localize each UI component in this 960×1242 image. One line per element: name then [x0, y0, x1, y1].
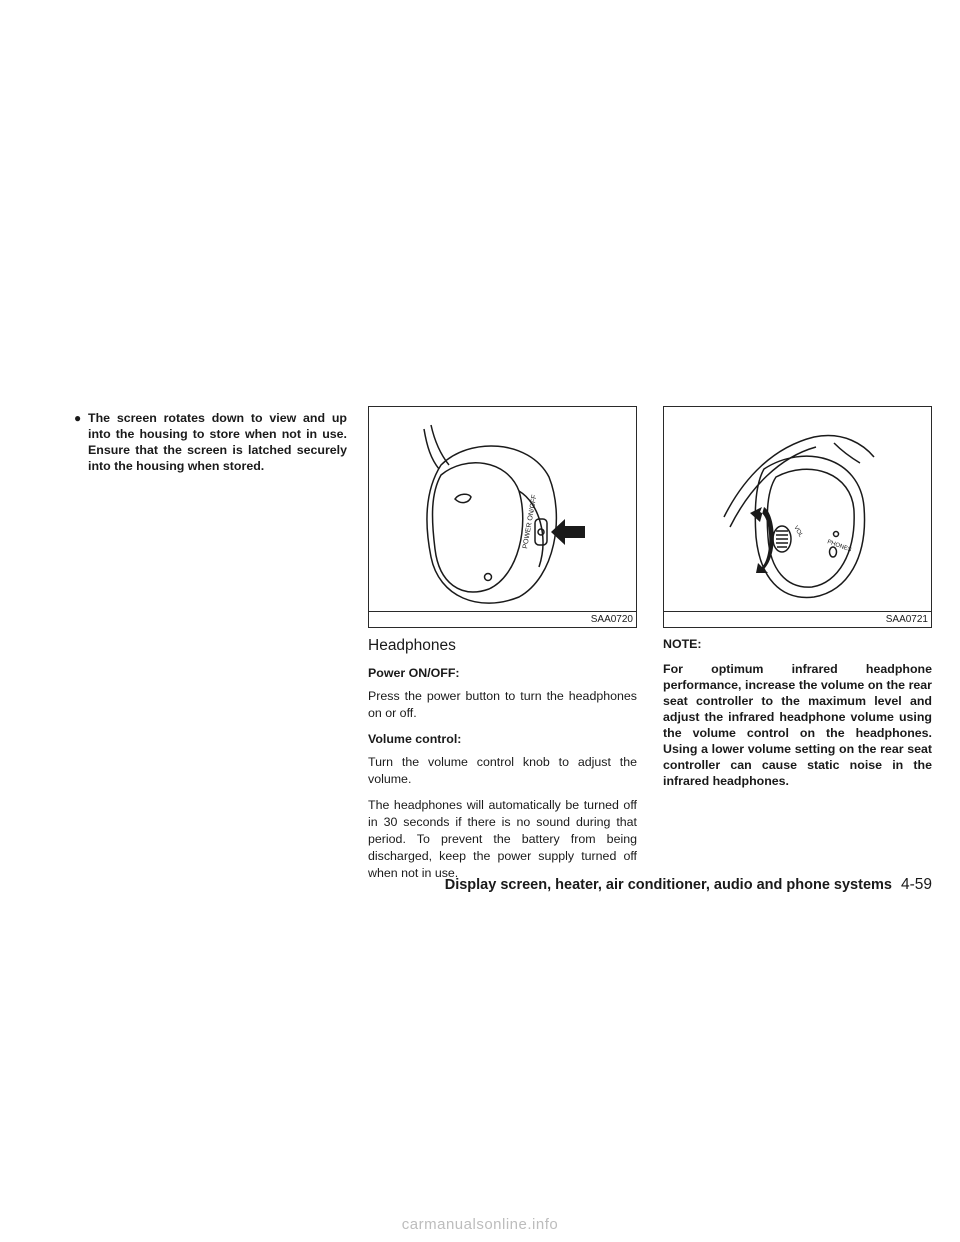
volume-heading: Volume control: [368, 732, 462, 746]
volume-knob-label: VOL [792, 525, 804, 539]
figure-volume-knob [663, 406, 932, 628]
note-text: For optimum infrared headphone performance, increase the volume on the rear seat controller to the maximum level and adjust the infrared headphone volume using the volume control on the headphones. Using a lower volume setting on the rear seat controller can cause static noise in the infrared headphones. [663, 662, 932, 788]
footer-title: Display screen, heater, air conditioner, audio and phone systems [444, 877, 892, 893]
note-section [663, 636, 932, 789]
headphone-power-illustration [369, 407, 636, 611]
figure-code: SAA0721 [664, 611, 931, 627]
figure-power-button [368, 406, 637, 628]
power-heading: Power ON/OFF: [368, 666, 460, 680]
power-text: Press the power button to turn the headphones on or off. [368, 689, 637, 720]
page-number: 4-59 [900, 876, 932, 893]
bullet-text: The screen rotates down to view and up into the housing to store when not in use. Ensure that the screen is latched securely into the housing when stored. [88, 411, 347, 473]
headphone-volume-illustration [664, 407, 931, 611]
page-footer [445, 876, 932, 894]
volume-text: Turn the volume control knob to adjust the volume. [368, 755, 637, 786]
bullet-list [74, 410, 347, 474]
headphones-section [368, 636, 637, 891]
figure-code: SAA0720 [369, 611, 636, 627]
section-heading: Headphones [368, 637, 456, 654]
note-label: NOTE: [663, 637, 702, 651]
auto-off-text: The headphones will automatically be turned off in 30 seconds if there is no sound during that period. To prevent the battery from being discharged, keep the power supply turned off when not in use. [368, 798, 637, 880]
phones-label: PHONES [826, 539, 853, 554]
power-switch-label: POWER ON/OFF [522, 494, 539, 550]
watermark: carmanualsonline.info [401, 1216, 559, 1233]
bullet-item [74, 410, 347, 474]
bullet-dot-icon: ● [74, 411, 82, 425]
